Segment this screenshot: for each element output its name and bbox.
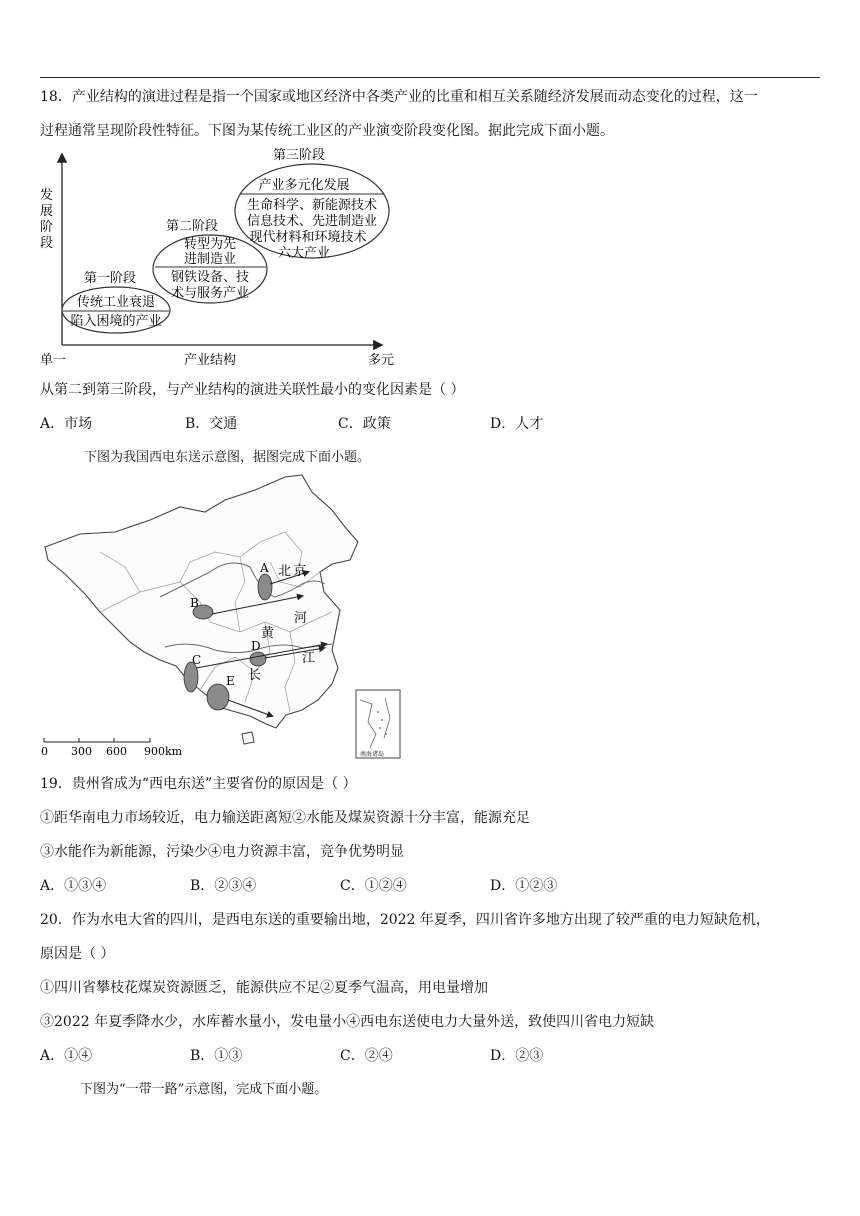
label-chang: 长 <box>248 668 262 683</box>
stage2-bottom2: 术与服务产业 <box>170 286 250 301</box>
q19-line1: ①距华南电力市场较近，电力输送距离短②水能及煤炭资源十分丰富，能源充足 <box>40 810 530 826</box>
stage-diagram <box>36 145 406 370</box>
q18-option-a[interactable]: A．市场 <box>40 416 93 432</box>
label-he: 河 <box>294 611 308 626</box>
q20-option-b[interactable]: B．①③ <box>190 1048 243 1064</box>
q19-option-b[interactable]: B．②③④ <box>190 878 257 894</box>
q19-option-d[interactable]: D．①②③ <box>490 878 558 894</box>
q20-line1: ①四川省攀枝花煤炭资源匮乏，能源供应不足②夏季气温高，用电量增加 <box>40 980 488 996</box>
top-rule <box>40 77 820 78</box>
x-axis-label: 产业结构 <box>184 353 237 368</box>
intro-west-east-power: 下图为我国西电东送示意图，据图完成下面小题。 <box>84 450 371 465</box>
inset-label: 南海诸岛 <box>360 751 385 758</box>
stage3-title: 第三阶段 <box>273 148 326 163</box>
q19-option-c[interactable]: C．①②④ <box>340 878 407 894</box>
q20-option-a[interactable]: A．①④ <box>40 1048 93 1064</box>
stage3-body1: 生命科学、新能源技术 <box>246 198 378 213</box>
intro-belt-road: 下图为“一带一路”示意图，完成下面小题。 <box>80 1082 328 1097</box>
stage1-bottom: 陷入困境的产业 <box>70 314 162 329</box>
label-huang: 黄 <box>261 626 275 641</box>
y-axis-label-3: 阶 <box>40 220 54 235</box>
q18-stem-line1: 18．产业结构的演进过程是指一个国家或地区经济中各类产业的比重和相互关系随经济发展而动态变化的过程，这一 <box>40 89 758 105</box>
label-jing: 京 <box>293 564 307 579</box>
q20-options <box>40 1046 543 1066</box>
label-c: C <box>192 653 202 667</box>
x-axis-left: 单一 <box>40 353 67 368</box>
q20-line2: ③2022 年夏季降水少，水库蓄水量小，发电量小④西电东送使电力大量外送，致使四川省电力短缺 <box>40 1014 655 1030</box>
stage3-top: 产业多元化发展 <box>258 178 350 193</box>
stage1-title: 第一阶段 <box>84 271 137 286</box>
q19-line2: ③水能作为新能源，污染少④电力资源丰富，竞争优势明显 <box>40 844 404 860</box>
power-map <box>40 472 410 762</box>
q20-option-c[interactable]: C．②④ <box>340 1048 393 1064</box>
scale-label-300: 300 <box>71 745 92 758</box>
q18-options <box>40 414 543 434</box>
label-e: E <box>226 674 235 688</box>
q18-option-b[interactable]: B．交通 <box>185 416 238 432</box>
label-d: D <box>251 639 261 653</box>
scale-label-900: 900km <box>144 745 183 758</box>
scale-label-0: 0 <box>41 745 48 758</box>
area-a <box>258 574 272 600</box>
label-a: A <box>260 561 269 575</box>
stage2-bottom1: 钢铁设备、技 <box>170 270 250 285</box>
q20-stem-line2: 原因是（ ） <box>40 946 115 962</box>
q19-option-a[interactable]: A．①③④ <box>40 878 107 894</box>
china-outline <box>45 475 358 728</box>
q19-options <box>40 876 557 896</box>
q20-option-d[interactable]: D．②③ <box>490 1048 544 1064</box>
q18-question: 从第二到第三阶段，与产业结构的演进关联性最小的变化因素是（ ） <box>40 382 465 398</box>
q18-option-d[interactable]: D．人才 <box>490 416 544 432</box>
x-axis-right: 多元 <box>368 353 395 368</box>
hainan <box>242 732 254 744</box>
area-d <box>250 652 266 666</box>
south-sea-inset <box>356 690 400 758</box>
y-axis-label-2: 展 <box>40 204 54 219</box>
stage2-title: 第二阶段 <box>166 219 219 234</box>
stage3-body4: 六大产业 <box>277 246 331 261</box>
label-b: B <box>190 596 199 610</box>
stage2-top1: 转型为先 <box>183 237 237 252</box>
stage1-top: 传统工业衰退 <box>76 295 156 310</box>
y-axis-label-1: 发 <box>40 188 54 203</box>
stage3-body3: 现代材料和环境技术 <box>249 230 367 245</box>
label-bei: 北 <box>278 564 292 579</box>
label-jiang: 江 <box>302 651 316 666</box>
stage2-top2: 进制造业 <box>183 252 237 267</box>
q19-stem: 19．贵州省成为“西电东送”主要省份的原因是（ ） <box>40 776 357 792</box>
scale-label-600: 600 <box>106 745 127 758</box>
y-axis-label-4: 段 <box>40 236 54 251</box>
q18-option-c[interactable]: C．政策 <box>338 416 391 432</box>
q20-stem-line1: 20．作为水电大省的四川，是西电东送的重要输出地，2022 年夏季，四川省许多地方出现了较严重的电力短缺危机， <box>40 912 770 928</box>
stage3-body2: 信息技术、先进制造业 <box>246 214 378 229</box>
q18-stem-line2: 过程通常呈现阶段性特征。下图为某传统工业区的产业演变阶段变化图。据此完成下面小题。 <box>40 123 614 139</box>
